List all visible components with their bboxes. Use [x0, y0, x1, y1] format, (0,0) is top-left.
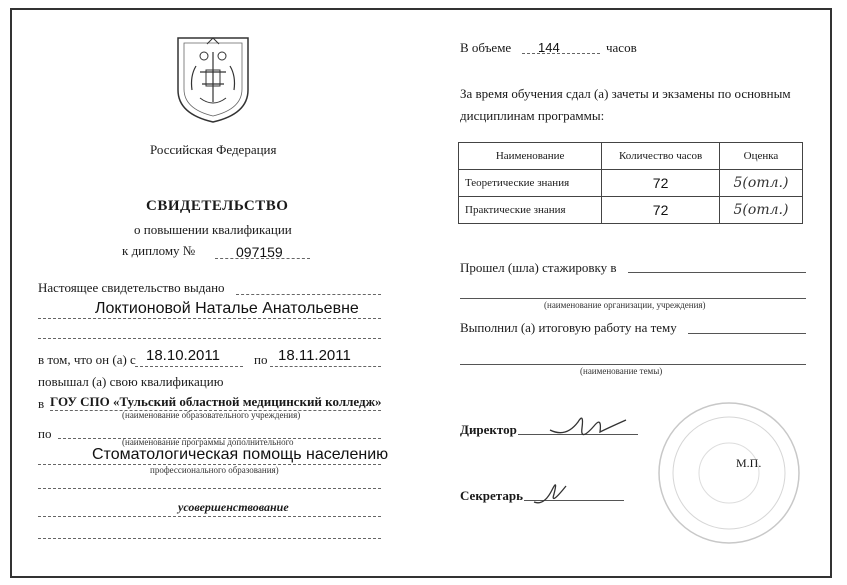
issued-label: Настоящее свидетельство выдано [38, 280, 225, 295]
institution-caption: (наименование образовательного учреждения) [122, 410, 301, 420]
period-to-label: по [254, 352, 268, 367]
period-to-date: 18.11.2011 [278, 347, 351, 364]
secretary-label: Секретарь [460, 488, 523, 503]
director-label: Директор [460, 422, 517, 437]
table-row [459, 197, 803, 224]
director-signature-icon [548, 408, 628, 444]
subject-name: Практические знания [459, 197, 602, 224]
program-caption-1: (наименование программы дополнительного [122, 437, 294, 447]
subject-hours: 72 [602, 197, 720, 224]
period-from-date: 18.10.2011 [146, 347, 220, 364]
exams-text-line-2: дисциплинам программы: [460, 108, 605, 123]
institution-name: ГОУ СПО «Тульский областной медицинский колледж» [50, 394, 382, 409]
recipient-name: Локтионовой Наталье Анатольевне [95, 300, 359, 317]
internship-label: Прошел (шла) стажировку в [460, 260, 617, 275]
program-caption-2: профессионального образования) [150, 465, 279, 475]
grades-table [458, 142, 803, 224]
document-title: СВИДЕТЕЛЬСТВО [146, 198, 289, 214]
column-header-hours: Количество часов [602, 143, 720, 170]
final-work-label: Выполнил (а) итоговую работу на тему [460, 320, 677, 335]
period-from-label: в том, что он (а) с [38, 352, 136, 367]
subject-name: Теоретические знания [459, 170, 602, 197]
document-subtitle: о повышении квалификации [134, 222, 292, 237]
program-prefix: по [38, 426, 52, 441]
institution-prefix: в [38, 396, 45, 411]
final-work-caption: (наименование темы) [580, 366, 663, 376]
stamp-label: М.П. [736, 456, 762, 470]
internship-caption: (наименование организации, учреждения) [544, 300, 706, 310]
emblem-icon [170, 32, 256, 124]
subject-hours: 72 [602, 170, 720, 197]
hours-label-before: В объеме [460, 40, 512, 55]
hours-value: 144 [538, 40, 560, 55]
grades-table-header [459, 143, 803, 170]
country-name: Российская Федерация [150, 142, 277, 157]
stamp-icon [654, 398, 804, 548]
subject-grade: 5(отл.) [719, 170, 802, 197]
secretary-signature-icon [530, 476, 570, 510]
column-header-name: Наименование [459, 143, 602, 170]
qualification-label: повышал (а) свою квалификацию [38, 374, 224, 389]
diploma-number: 097159 [236, 244, 283, 260]
program-name: Стоматологическая помощь населению [92, 446, 389, 463]
subject-grade: 5(отл.) [719, 197, 802, 224]
hours-label-after: часов [606, 40, 637, 55]
column-header-grade: Оценка [719, 143, 802, 170]
table-row [459, 170, 803, 197]
exams-text-line-1: За время обучения сдал (а) зачеты и экзамены по основным [460, 86, 791, 101]
program-type: усовершенствование [178, 500, 289, 514]
diploma-label: к диплому № [122, 243, 196, 258]
